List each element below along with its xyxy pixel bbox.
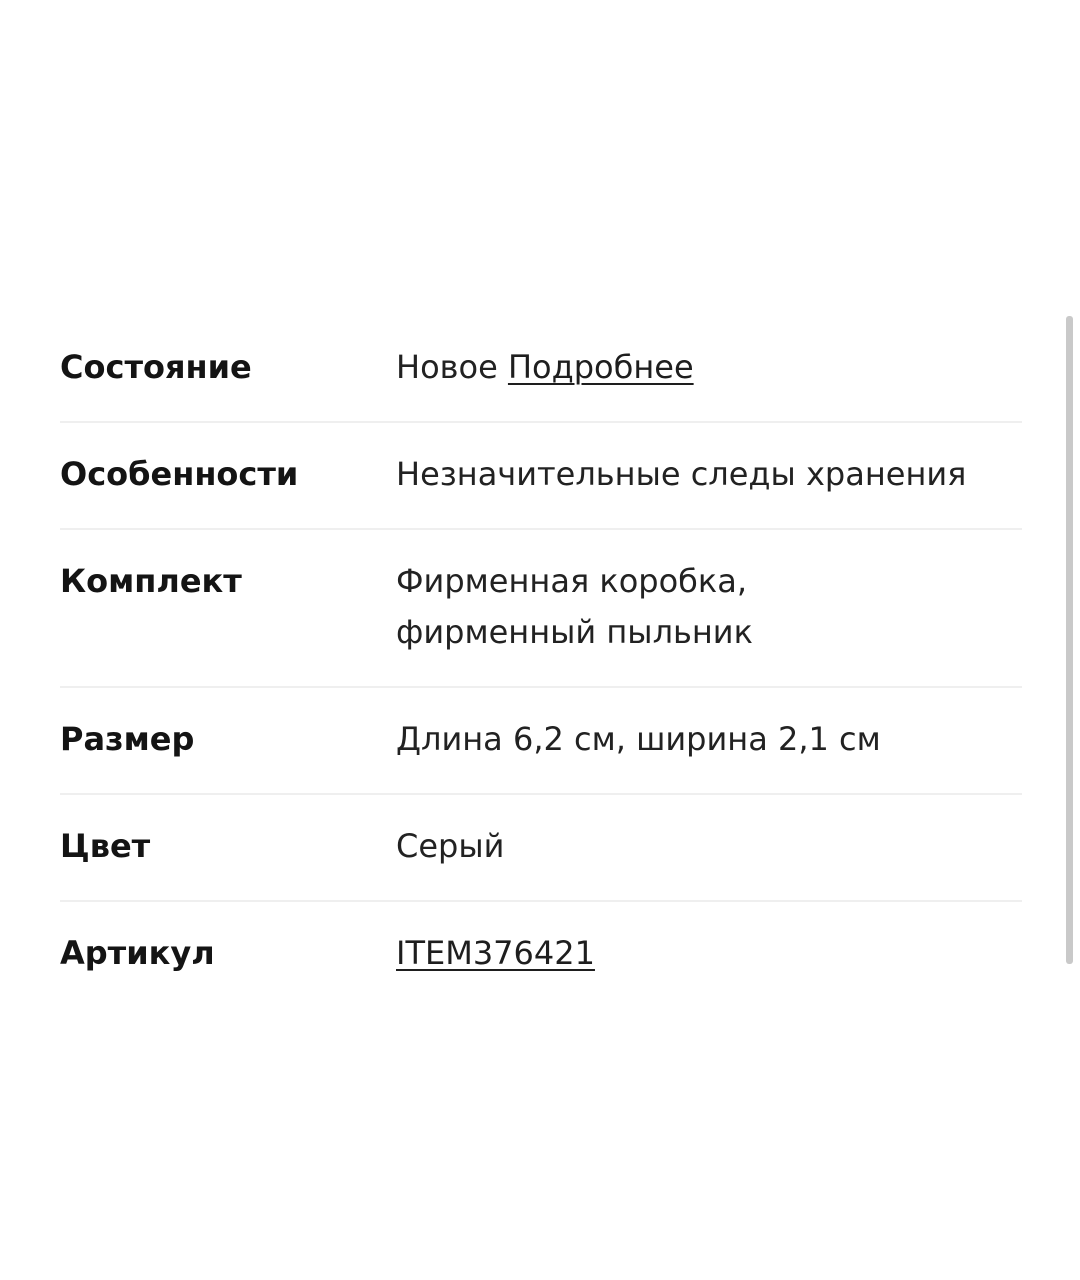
spec-value-color: Серый — [396, 827, 505, 865]
spec-row-features — [60, 423, 1022, 530]
spec-label-color: Цвет — [60, 827, 151, 865]
spec-value-condition — [396, 342, 1022, 393]
spec-label-set: Комплект — [60, 562, 242, 600]
spec-row-sku — [60, 902, 1022, 1007]
sku-link[interactable]: ITEM376421 — [396, 934, 595, 972]
spec-label-sku: Артикул — [60, 934, 215, 972]
spec-row-set — [60, 530, 1022, 688]
condition-value: Новое — [396, 348, 498, 386]
spec-value-size: Длина 6,2 см, ширина 2,1 см — [396, 720, 881, 758]
spec-value-sku — [396, 928, 1022, 979]
spec-label-features: Особенности — [60, 455, 299, 493]
set-value-line-2: фирменный пыльник — [396, 613, 753, 651]
condition-details-link[interactable]: Подробнее — [507, 348, 694, 386]
spec-row-size — [60, 688, 1022, 795]
spec-value-set — [396, 556, 1022, 658]
spec-row-color — [60, 795, 1022, 902]
scrollbar[interactable] — [1066, 316, 1073, 964]
product-specs-table — [60, 316, 1022, 1007]
spec-label-condition: Состояние — [60, 348, 252, 386]
spec-value-features: Незначительные следы хранения — [396, 455, 967, 493]
set-value-line-1: Фирменная коробка, — [396, 562, 747, 600]
spec-row-condition — [60, 316, 1022, 423]
spec-label-size: Размер — [60, 720, 195, 758]
